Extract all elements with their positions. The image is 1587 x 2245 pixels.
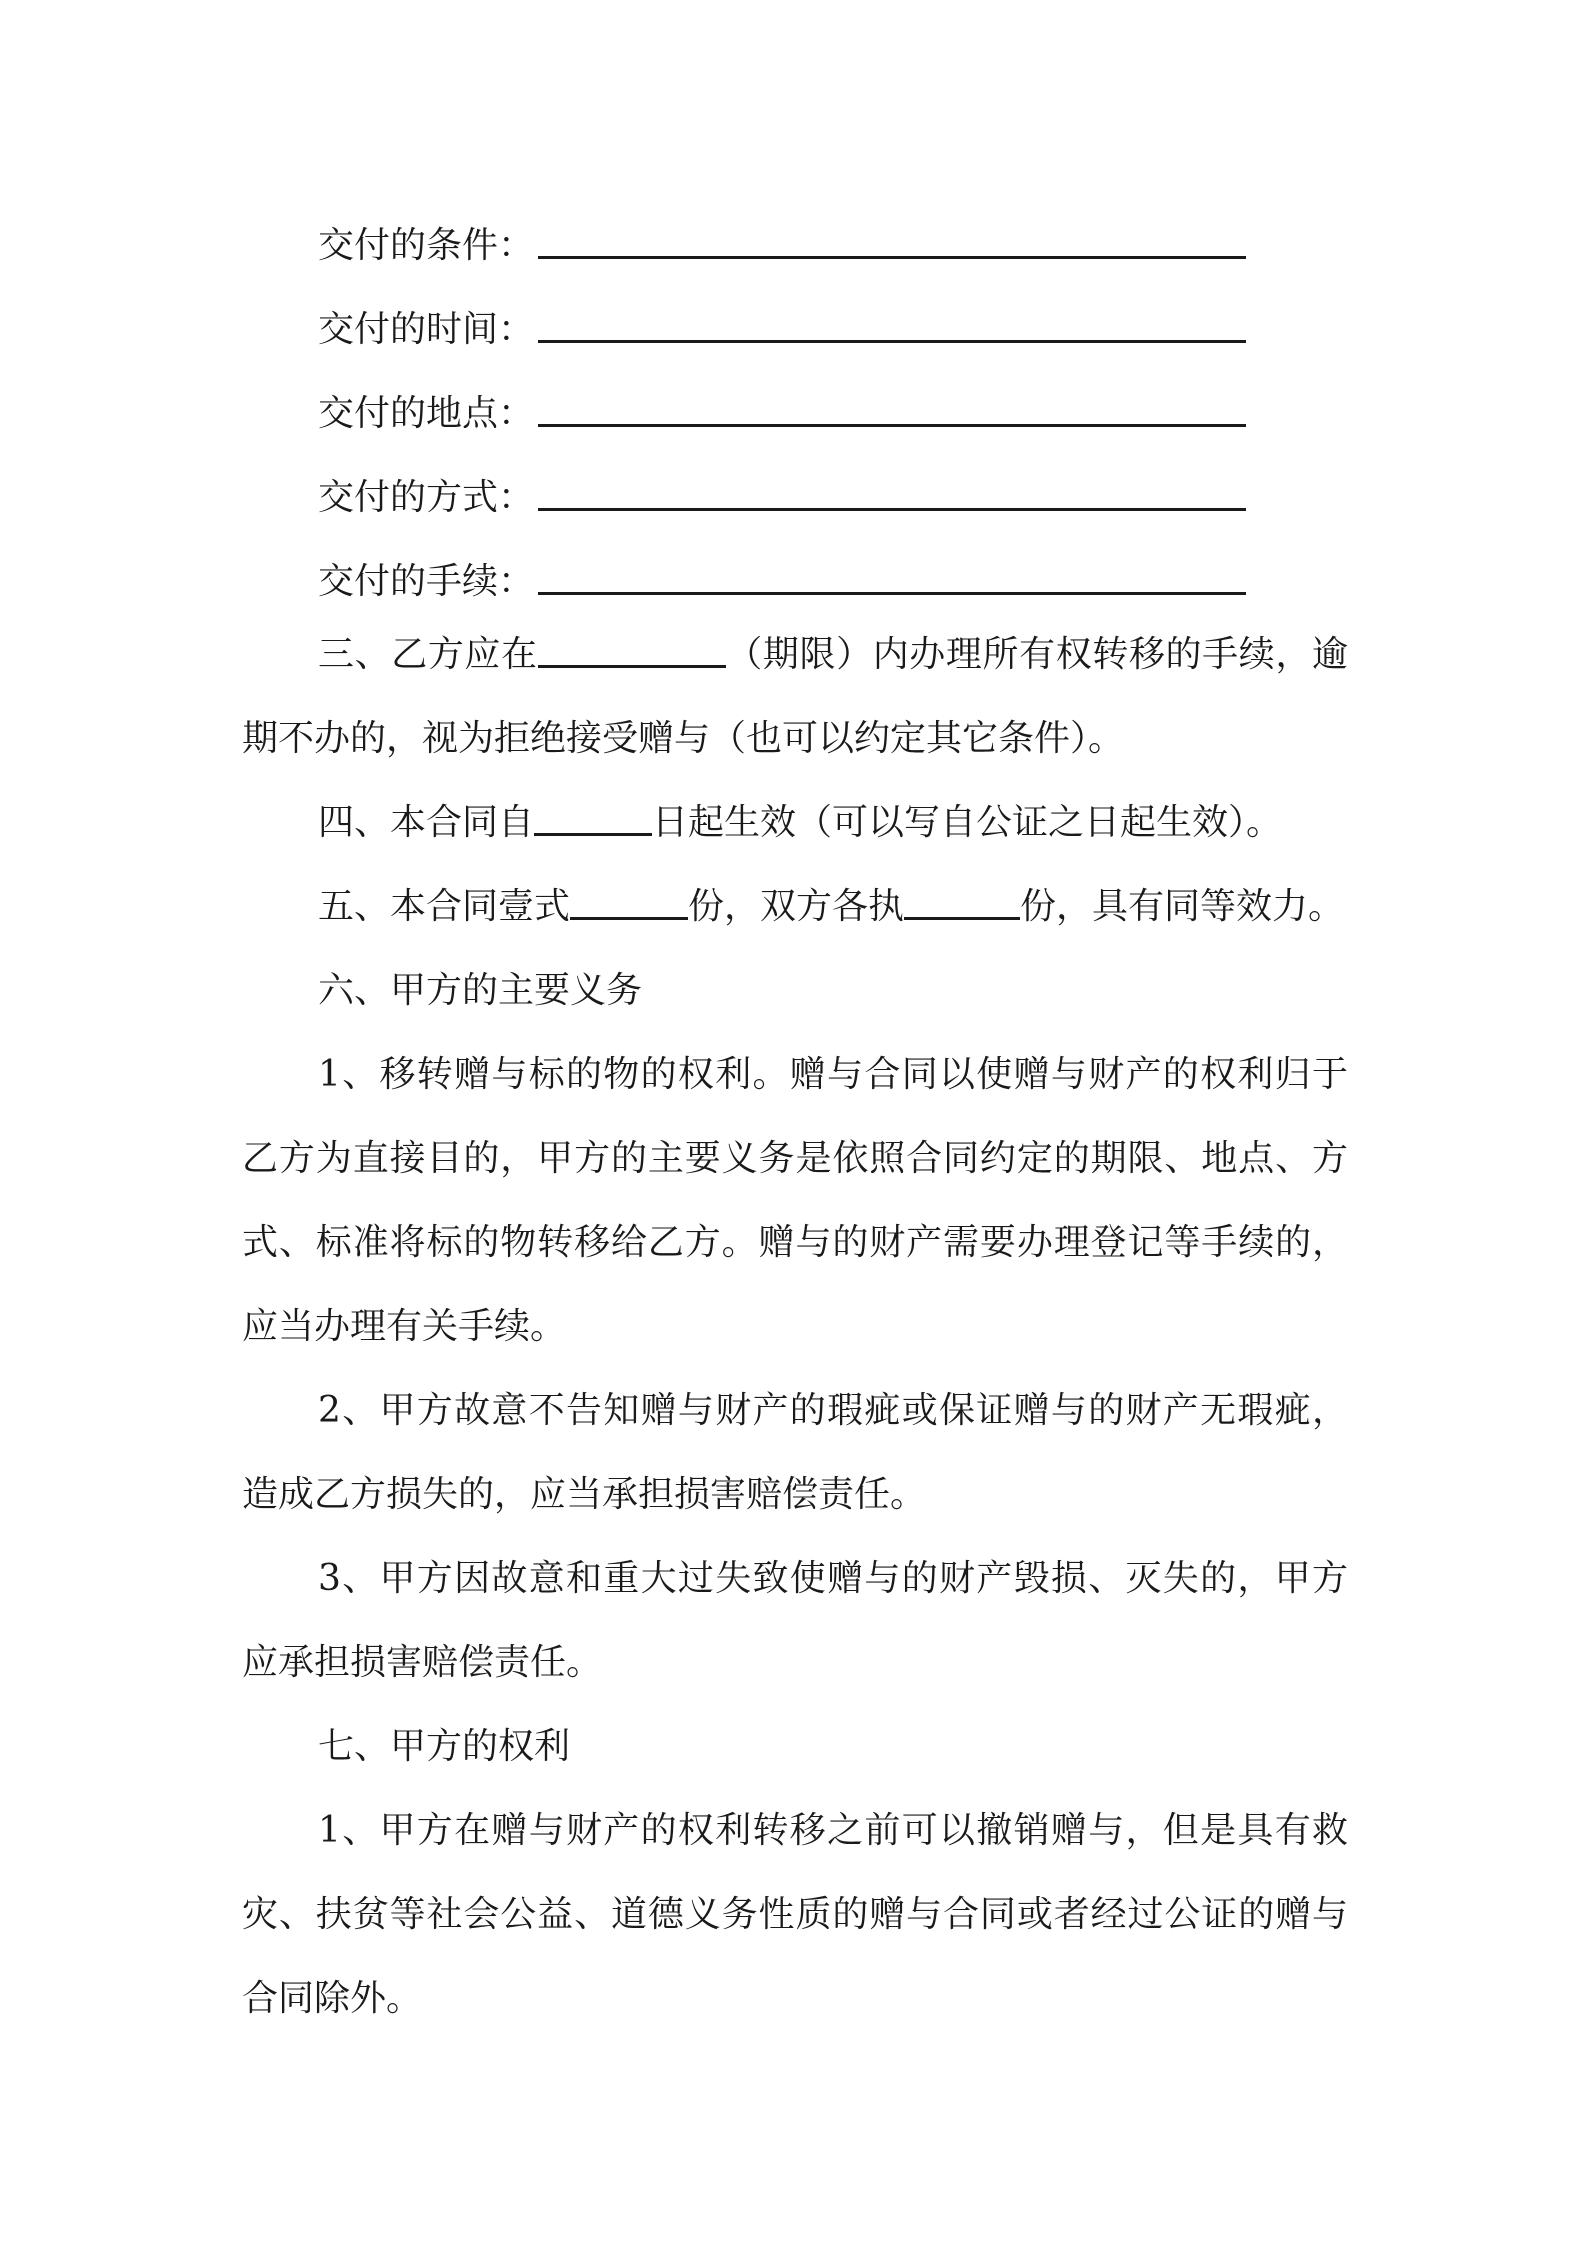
field-label: 交付的时间： [318, 308, 535, 350]
fill-in-blank[interactable] [538, 226, 1246, 259]
delivery-method-row [318, 452, 1258, 536]
field-label: 交付的地点： [318, 392, 535, 434]
clause-text: 三、乙方应在 [318, 634, 538, 675]
clause-6-1: 1、移转赠与标的物的权利。赠与合同以使赠与财产的权利归于乙方为直接目的，甲方的主要义务是依照合同约定的期限、地点、方式、标准将标的物转移给乙方。赠与的财产需要办理登记等手续的，应当办理有关手续。 [242, 1054, 1348, 1347]
period-blank[interactable] [538, 635, 726, 668]
fill-in-blank[interactable] [538, 394, 1246, 427]
contract-body [242, 613, 1348, 2041]
clause-text: 份，双方各执 [688, 886, 905, 927]
copies-total-blank[interactable] [570, 887, 688, 920]
fill-in-blank[interactable] [538, 478, 1246, 511]
effective-date-blank[interactable] [534, 803, 652, 836]
delivery-place-row [318, 368, 1258, 452]
copies-each-blank[interactable] [904, 887, 1020, 920]
field-label: 交付的方式： [318, 476, 535, 518]
fill-in-blank[interactable] [538, 310, 1246, 343]
clause-6-2: 2、甲方故意不告知赠与财产的瑕疵或保证赠与的财产无瑕疵，造成乙方损失的，应当承担损害赔偿责任。 [242, 1390, 1348, 1515]
delivery-procedure-row [318, 536, 1258, 620]
clause-6-3: 3、甲方因故意和重大过失致使赠与的财产毁损、灭失的，甲方应承担损害赔偿责任。 [242, 1558, 1348, 1683]
clause-text: 五、本合同壹式 [318, 886, 571, 927]
clause-text: 四、本合同自 [318, 802, 535, 843]
delivery-time-row [318, 284, 1258, 368]
section-title: 七、甲方的权利 [318, 1726, 571, 1767]
clause-5 [242, 865, 1348, 949]
clause-text: （期限）内办理所有权转移的手续，逾期不办的，视为拒绝接受赠与（也可以约定其它条件）。 [242, 634, 1348, 759]
field-label: 交付的手续： [318, 560, 535, 602]
delivery-condition-row [318, 200, 1258, 284]
delivery-fields [318, 200, 1258, 620]
clause-7-1: 1、甲方在赠与财产的权利转移之前可以撤销赠与，但是具有救灾、扶贫等社会公益、道德义务性质的赠与合同或者经过公证的赠与合同除外。 [242, 1810, 1348, 2019]
clause-text: 日起生效（可以写自公证之日起生效）。 [652, 802, 1283, 843]
fill-in-blank[interactable] [538, 562, 1246, 595]
field-label: 交付的条件： [318, 224, 535, 266]
clause-3 [242, 613, 1348, 781]
clause-text: 份，具有同等效力。 [1020, 886, 1345, 927]
clause-4 [242, 781, 1348, 865]
section-title: 六、甲方的主要义务 [318, 970, 643, 1011]
